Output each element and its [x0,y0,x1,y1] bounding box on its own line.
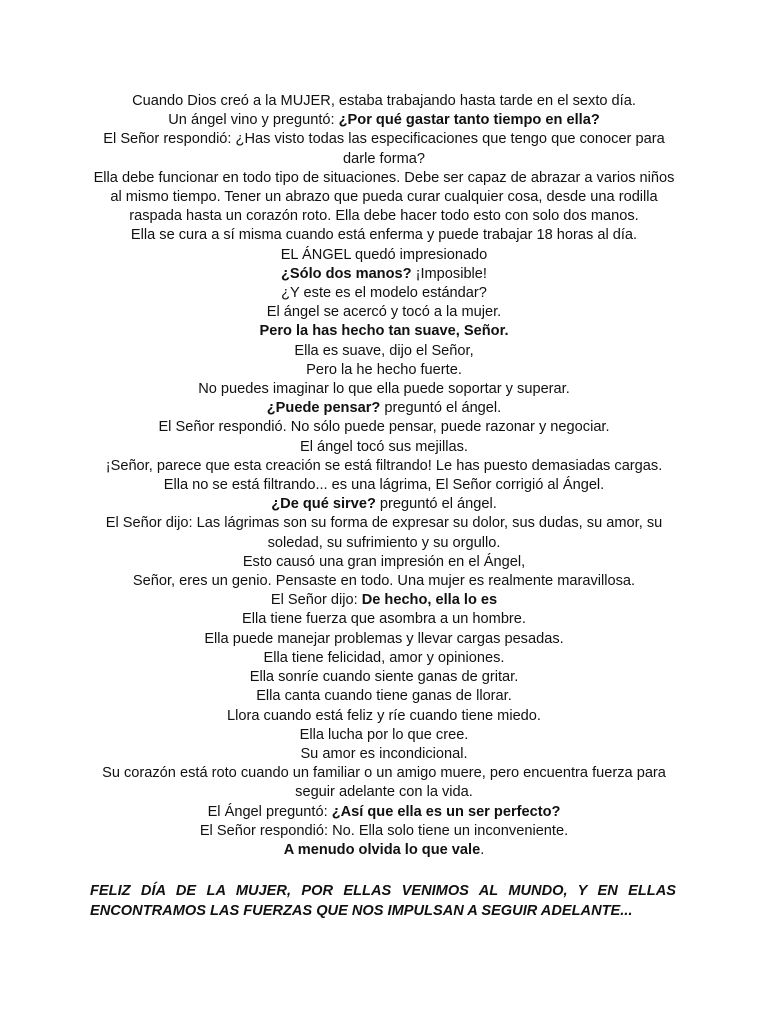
poem-line [88,514,680,552]
bold-text-segment: ¿Así que ella es un ser perfecto? [331,803,561,820]
poem-line [88,803,680,822]
closing-message: FELIZ DÍA DE LA MUJER, POR ELLAS VENIMOS AL MUNDO, Y EN ELLAS ENCONTRAMOS LAS FUERZAS QUE NOS IMPULSAN A SEGUIR ADELANTE... [90,883,676,919]
text-segment: Su corazón está roto cuando un familiar o un amigo muere, pero encuentra fuerza para seguir adelante con la vida. [102,765,666,801]
poem-line [88,764,680,802]
poem-line [88,438,680,457]
poem-line [88,476,680,495]
poem-line [88,726,680,745]
text-segment: Cuando Dios creó a la MUJER, estaba trabajando hasta tarde en el sexto día. [132,93,636,109]
poem-line [88,553,680,572]
text-segment: Ella tiene felicidad, amor y opiniones. [263,649,505,666]
poem-line [88,342,680,361]
text-segment: El Señor dijo: [270,592,362,609]
bold-text-segment: Pero la has hecho tan suave, Señor. [259,323,509,340]
text-segment: Ella sonríe cuando siente ganas de gritar. [249,669,519,686]
poem-line [88,418,680,437]
text-segment: Ella lucha por lo que cree. [299,726,469,743]
text-segment: El ángel tocó sus mejillas. [300,438,468,455]
bold-text-segment: De hecho, ella lo es [361,592,498,609]
poem-line [88,380,680,399]
bold-text-segment: ¿Puede pensar? [266,400,381,417]
poem-line [88,668,680,687]
poem-line [88,457,680,476]
text-segment: No puedes imaginar lo que ella puede soportar y superar. [198,381,570,398]
text-segment: El Señor respondió: ¿Has visto todas las especificaciones que tengo que conocer para darle forma? [103,131,665,167]
poem-line [88,822,680,841]
poem-line [88,649,680,668]
poem-line [88,130,680,168]
text-segment: El Señor respondió: No. Ella solo tiene un inconveniente. [199,822,569,839]
text-segment: El Ángel preguntó: [207,803,332,820]
bold-text-segment: A menudo olvida lo que vale [283,841,481,858]
poem-line [88,246,680,265]
poem-line [88,111,680,130]
text-segment: Ella se cura a sí misma cuando está enferma y puede trabajar 18 horas al día. [130,227,638,244]
text-segment: Llora cuando está feliz y ríe cuando tiene miedo. [227,707,541,724]
poem-line [88,495,680,514]
text-segment: Ella no se está filtrando... es una lágrima, El Señor corrigió al Ángel. [163,477,605,494]
bold-text-segment: ¿De qué sirve? [271,496,376,513]
poem-body [88,92,680,860]
text-segment: preguntó el ángel. [375,496,497,513]
text-segment: Su amor es incondicional. [300,745,468,762]
poem-line [88,745,680,764]
bold-text-segment: ¿Por qué gastar tanto tiempo en ella? [338,112,600,129]
poem-line [88,841,680,860]
text-segment: EL ÁNGEL quedó impresionado [280,246,488,263]
poem-line [88,284,680,303]
poem-line [88,591,680,610]
poem-line [88,169,680,227]
poem-line [88,687,680,706]
text-segment: preguntó el ángel. [380,400,502,417]
text-segment: Ella puede manejar problemas y llevar cargas pesadas. [204,630,564,647]
text-segment: Esto causó una gran impresión en el Ángel, [242,553,526,570]
text-segment: Señor, eres un genio. Pensaste en todo. Una mujer es realmente maravillosa. [132,573,636,590]
poem-line [88,92,680,111]
text-segment: Ella canta cuando tiene ganas de llorar. [256,688,512,705]
text-segment: Ella debe funcionar en todo tipo de situaciones. Debe ser capaz de abrazar a varios niños al mismo tiempo. Tener un abrazo que pueda curar cualquier cosa, desde una rodilla raspada hasta un corazón roto. Ella debe hacer todo esto con solo dos manos. [93,169,675,225]
text-segment: Pero la he hecho fuerte. [306,361,462,378]
poem-line [88,707,680,726]
poem-line [88,361,680,380]
text-segment: Ella tiene fuerza que asombra a un hombre. [242,611,526,628]
poem-line [88,322,680,341]
poem-line [88,303,680,322]
text-segment: ¿Y este es el modelo estándar? [281,285,487,302]
bold-text-segment: ¿Sólo dos manos? [281,265,412,282]
poem-line [88,630,680,649]
text-segment: ¡Señor, parece que esta creación se está filtrando! Le has puesto demasiadas cargas. [105,457,663,474]
poem-line [88,399,680,418]
text-segment: El Señor dijo: Las lágrimas son su forma de expresar su dolor, sus dudas, su amor, su soledad, su sufrimiento y su orgullo. [105,515,663,551]
poem-line [88,265,680,284]
poem-line [88,226,680,245]
text-segment: El ángel se acercó y tocó a la mujer. [266,304,502,321]
text-segment: . [480,841,485,858]
text-segment: ¡Imposible! [411,265,487,282]
text-segment: Un ángel vino y preguntó: [168,112,339,129]
text-segment: El Señor respondió. No sólo puede pensar, puede razonar y negociar. [158,419,610,436]
text-segment: Ella es suave, dijo el Señor, [294,342,474,359]
poem-line [88,572,680,591]
poem-line [88,610,680,629]
